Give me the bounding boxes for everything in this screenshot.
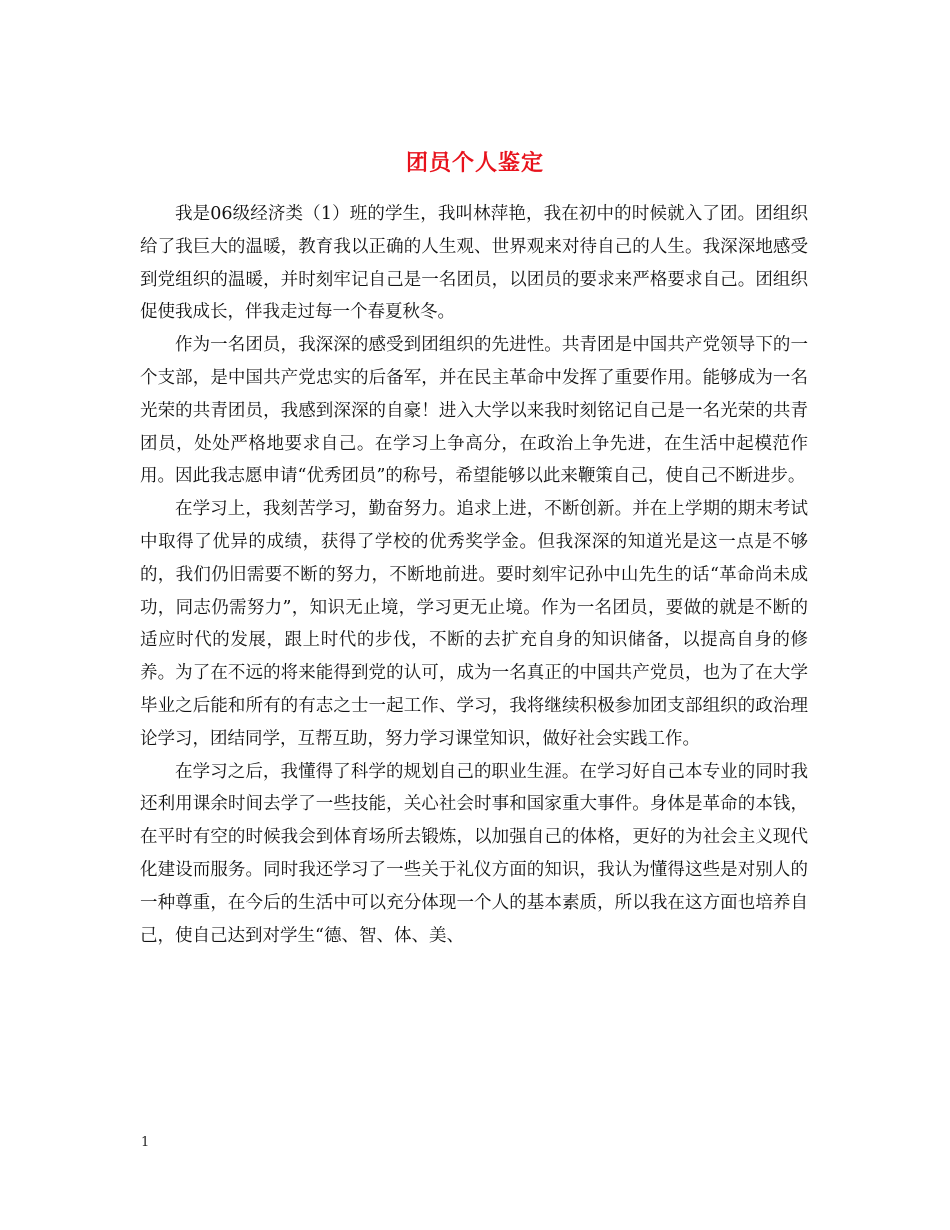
page-number: 1 [141, 1135, 150, 1150]
paragraph: 我是06级经济类（1）班的学生，我叫林萍艳，我在初中的时候就入了团。团组织给了我巨大的温暖，教育我以正确的人生观、世界观来对待自己的人生。我深深地感受到党组织的温暖，并时刻牢记自己是一名团员，以团员的要求来严格要求自己。团组织促使我成长，伴我走过每一个春夏秋冬。 [140, 204, 808, 323]
paragraph: 在学习上，我刻苦学习，勤奋努力。追求上进，不断创新。并在上学期的期末考试中取得了优异的成绩，获得了学校的优秀奖学金。但我深深的知道光是这一点是不够的，我们仍旧需要不断的努力，不断地前进。要时刻牢记孙中山先生的话“革命尚未成功，同志仍需努力”，知识无止境，学习更无止境。作为一名团员，要做的就是不断的适应时代的发展，跟上时代的步伐，不断的去扩充自身的知识储备，以提高自身的修养。为了在不远的将来能得到党的认可，成为一名真正的中国共产党员，也为了在大学毕业之后能和所有的有志之士一起工作、学习，我将继续积极参加团支部组织的政治理论学习，团结同学，互帮互助，努力学习课堂知识，做好社会实践工作。 [140, 499, 808, 749]
paragraph: 在学习之后，我懂得了科学的规划自己的职业生涯。在学习好自己本专业的同时我还利用课余时间去学了一些技能，关心社会时事和国家重大事件。身体是革命的本钱，在平时有空的时候我会到体育场所去锻炼，以加强自己的体格，更好的为社会主义现代化建设而服务。同时我还学习了一些关于礼仪方面的知识，我认为懂得这些是对别人的一种尊重，在今后的生活中可以充分体现一个人的基本素质，所以我在这方面也培养自己，使自己达到对学生“德、智、体、美、 [140, 761, 808, 946]
document-body [140, 198, 808, 952]
paragraph: 作为一名团员，我深深的感受到团组织的先进性。共青团是中国共产党领导下的一个支部，是中国共产党忠实的后备军，并在民主革命中发挥了重要作用。能够成为一名光荣的共青团员，我感到深深的自豪！进入大学以来我时刻铭记自己是一名光荣的共青团员，处处严格地要求自己。在学习上争高分，在政治上争先进，在生活中起模范作用。因此我志愿申请“优秀团员”的称号，希望能够以此来鞭策自己，使自己不断进步。 [140, 335, 808, 487]
page-title: 团员个人鉴定 [405, 149, 544, 176]
